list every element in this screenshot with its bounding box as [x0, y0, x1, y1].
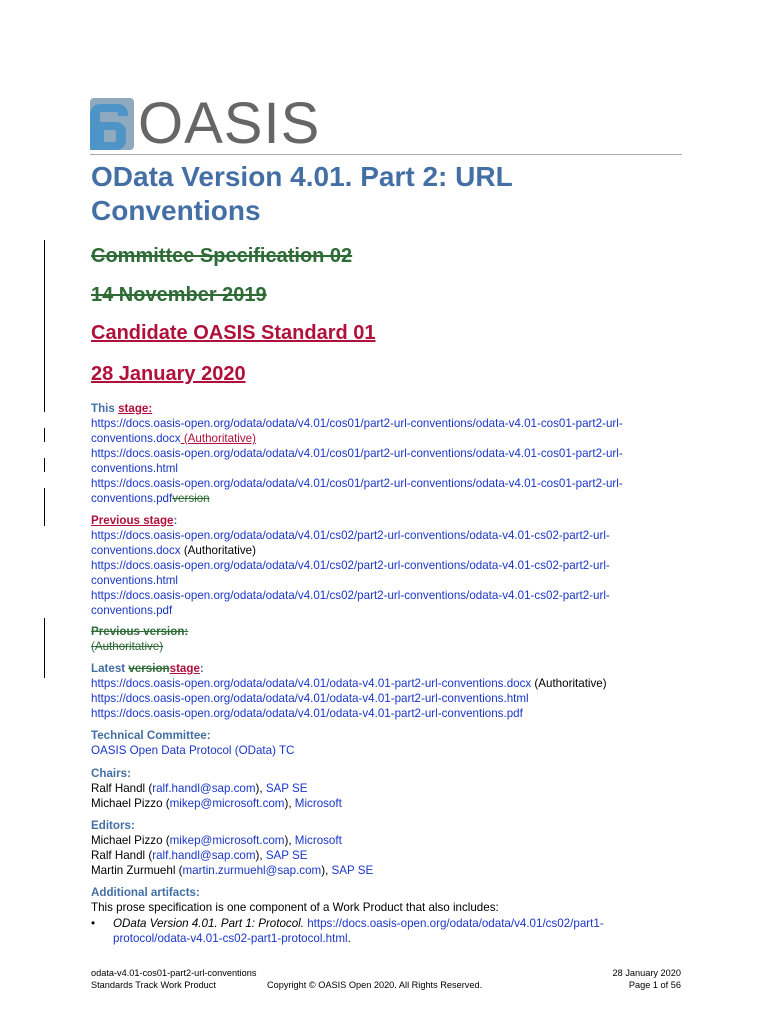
- latest-docx-link[interactable]: https://docs.oasis-open.org/odata/odata/v4.01/odata-v4.01-part2-url-conventions.docx: [91, 677, 532, 690]
- chair-entry: Michael Pizzo (mikep@microsoft.com), Microsoft: [91, 797, 342, 810]
- artifact-link[interactable]: https://docs.oasis-open.org/odata/odata/v4.01/cs02/part1- protocol/odata-v4.01-cs02-part1-protocol.html: [113, 917, 604, 945]
- previous-version-label: Previous version:: [91, 625, 189, 638]
- deleted-text: version: [172, 492, 210, 505]
- editor-entry: Michael Pizzo (mikep@microsoft.com), Microsoft: [91, 834, 342, 847]
- email-link[interactable]: mikep@microsoft.com: [169, 797, 285, 810]
- email-link[interactable]: ralf.handl@sap.com: [152, 782, 256, 795]
- old-stage-date: 14 November 2019: [91, 284, 267, 306]
- authoritative-note: (Authoritative): [531, 677, 607, 690]
- editors-section: [91, 818, 691, 878]
- this-stage-html-link[interactable]: https://docs.oasis-open.org/odata/odata/v4.01/cos01/part2-url-conventions/odata-v4.01-cos01-part2-url- conventions.html: [91, 447, 623, 475]
- editors-label: Editors:: [91, 819, 135, 832]
- footer-filename: odata-v4.01-cos01-part2-url-conventions: [91, 968, 257, 978]
- additional-artifacts-intro: This prose specification is one component of a Work Product that also includes:: [91, 901, 499, 914]
- bullet-icon: •: [91, 917, 96, 930]
- document-title: OData Version 4.01. Part 2: URL Conventions: [91, 161, 513, 226]
- technical-committee-section: [91, 728, 691, 758]
- org-link[interactable]: SAP SE: [265, 849, 308, 862]
- this-stage-label: This stage:: [91, 402, 153, 415]
- editor-entry: Ralf Handl (ralf.handl@sap.com), SAP SE: [91, 849, 308, 862]
- org-link[interactable]: SAP SE: [331, 864, 374, 877]
- latest-html-link[interactable]: https://docs.oasis-open.org/odata/odata/v4.01/odata-v4.01-part2-url-conventions.html: [91, 692, 529, 705]
- footer-track: Standards Track Work Product: [91, 980, 216, 990]
- latest-stage-section: [91, 661, 691, 721]
- footer-page: Page 1 of 56: [628, 980, 681, 990]
- email-link[interactable]: ralf.handl@sap.com: [152, 849, 256, 862]
- previous-stage-section: [91, 513, 691, 618]
- change-bar: [44, 428, 45, 442]
- old-stage-spec: Committee Specification 02: [91, 245, 353, 267]
- previous-stage-pdf-link[interactable]: https://docs.oasis-open.org/odata/odata/v4.01/cs02/part2-url-conventions/odata-v4.01-cs02-part2-url- conventions.pdf: [91, 589, 610, 617]
- org-link[interactable]: SAP SE: [265, 782, 308, 795]
- footer-copyright: Copyright © OASIS Open 2020. All Rights Reserved.: [267, 980, 483, 990]
- org-link[interactable]: Microsoft: [294, 834, 342, 847]
- previous-stage-html-link[interactable]: https://docs.oasis-open.org/odata/odata/v4.01/cs02/part2-url-conventions/odata-v4.01-cs02-part2-url- conventions.html: [91, 559, 610, 587]
- authoritative-note: (Authoritative): [180, 544, 256, 557]
- additional-artifacts-section: [91, 885, 691, 915]
- previous-stage-docx-link[interactable]: https://docs.oasis-open.org/odata/odata/v4.01/cs02/part2-url-conventions/odata-v4.01-cs02-part2-url- conventions.docx: [91, 529, 610, 557]
- technical-committee-label: Technical Committee:: [91, 729, 211, 742]
- email-link[interactable]: mikep@microsoft.com: [169, 834, 285, 847]
- new-stage-spec: Candidate OASIS Standard 01: [91, 322, 376, 344]
- email-link[interactable]: martin.zurmuehl@sap.com: [182, 864, 322, 877]
- oasis-mark-icon: [90, 98, 134, 150]
- artifact-title: OData Version 4.01. Part 1: Protocol.: [113, 917, 304, 930]
- change-bar: [44, 240, 45, 412]
- editor-entry: Martin Zurmuehl (martin.zurmuehl@sap.com), SAP SE: [91, 864, 374, 877]
- chair-entry: Ralf Handl (ralf.handl@sap.com), SAP SE: [91, 782, 308, 795]
- previous-version-section: [91, 624, 691, 654]
- chairs-label: Chairs:: [91, 767, 131, 780]
- chairs-section: [91, 766, 691, 811]
- org-link[interactable]: Microsoft: [294, 797, 342, 810]
- previous-version-line: (Authoritative): [91, 640, 164, 653]
- authoritative-note: (Authoritative): [180, 432, 256, 445]
- new-stage-date: 28 January 2020: [91, 363, 246, 385]
- change-bar: [44, 458, 45, 472]
- change-bar: [44, 618, 45, 678]
- latest-pdf-link[interactable]: https://docs.oasis-open.org/odata/odata/v4.01/odata-v4.01-part2-url-conventions.pdf: [91, 707, 523, 720]
- header-rule: [90, 154, 682, 155]
- technical-committee-link[interactable]: OASIS Open Data Protocol (OData) TC: [91, 744, 295, 757]
- latest-stage-label: Latest versionstage:: [91, 662, 204, 675]
- this-stage-pdf-link[interactable]: https://docs.oasis-open.org/odata/odata/v4.01/cos01/part2-url-conventions/odata-v4.01-cos01-part2-url- conventions.pdf: [91, 477, 623, 505]
- footer-left: [91, 967, 256, 991]
- additional-artifacts-label: Additional artifacts:: [91, 886, 200, 899]
- this-stage-docx-link[interactable]: https://docs.oasis-open.org/odata/odata/v4.01/cos01/part2-url-conventions/odata-v4.01-cos01-part2-url- conventions.docx: [91, 417, 623, 445]
- oasis-logo: [90, 91, 321, 156]
- change-bar: [44, 488, 45, 526]
- footer-date: 28 January 2020: [612, 968, 681, 978]
- this-stage-section: [91, 401, 691, 506]
- previous-stage-label: Previous stage:: [91, 514, 178, 527]
- footer-right: [613, 967, 681, 991]
- oasis-logo-text: OASIS: [138, 91, 321, 156]
